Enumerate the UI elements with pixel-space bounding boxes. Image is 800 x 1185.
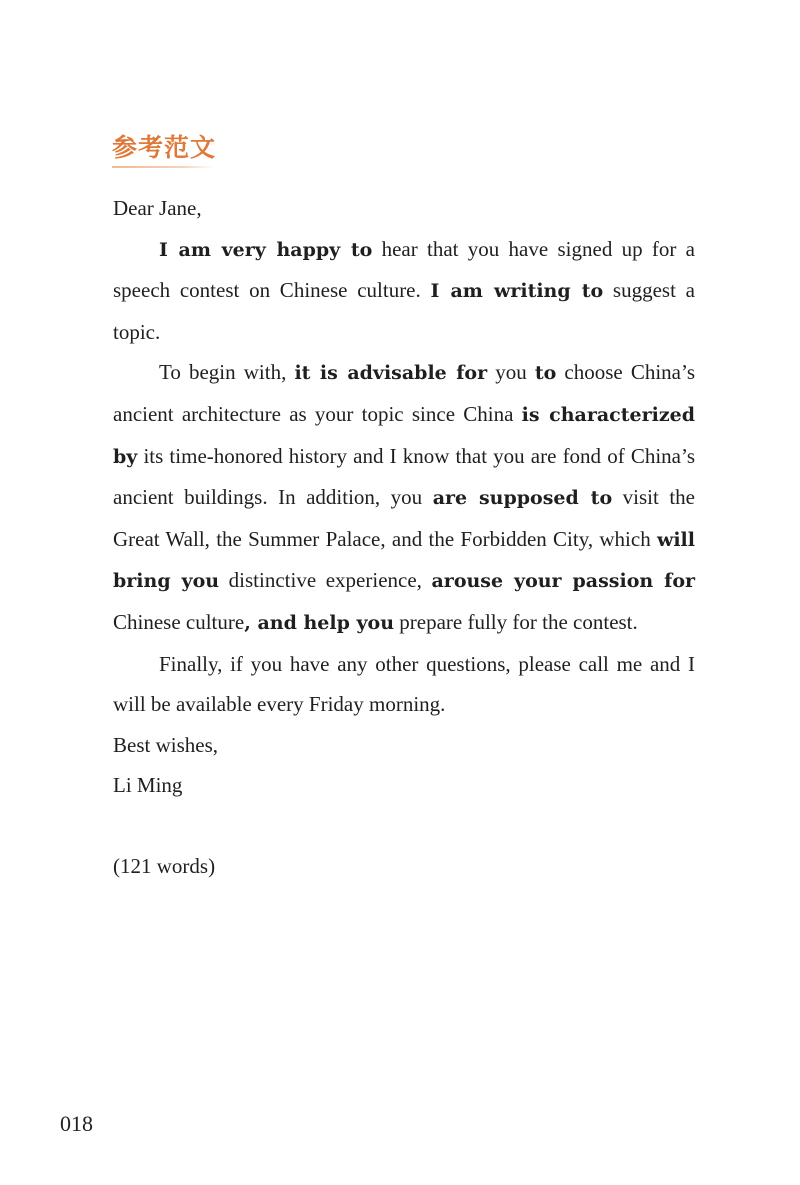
letter-paragraph-2 xyxy=(113,352,695,643)
title-underline xyxy=(112,166,214,168)
letter-paragraph-1 xyxy=(113,229,695,353)
key-phrase: to xyxy=(534,362,557,385)
body-text: distinctive experience, xyxy=(219,568,432,593)
letter-salutation: Dear Jane, xyxy=(113,196,202,220)
body-text: suggest a topic. xyxy=(113,278,695,344)
body-text: prepare fully for the contest. xyxy=(394,609,638,634)
body-text: Finally, if you have any other questions, please call me and I will be available every Friday morning. xyxy=(113,651,695,717)
body-text: Chinese culture xyxy=(113,609,245,634)
body-text: hear that you have signed up for a speech contest on Chinese culture. xyxy=(113,236,695,303)
word-count: (121 words) xyxy=(113,853,216,878)
letter-paragraph-3 xyxy=(113,644,695,725)
key-phrase: I am very happy to xyxy=(159,238,373,261)
body-text: its time-honored history and I know that you are fond of China’s ancient buildings. In addition, you xyxy=(113,443,695,510)
section-title: 参考范文 xyxy=(112,133,217,162)
body-text: visit the Great Wall, the Summer Palace, and the Forbidden City, which xyxy=(113,485,695,551)
key-phrase: it is advisable for xyxy=(294,362,488,385)
letter-closing: Best wishes, xyxy=(113,732,218,757)
letter-signature: Li Ming xyxy=(113,773,183,798)
model-letter xyxy=(113,188,695,887)
key-phrase: arouse your passion for xyxy=(431,570,696,593)
key-phrase: I am writing to xyxy=(430,280,604,303)
body-text: choose China’s ancient architecture as your topic since China xyxy=(113,360,696,426)
body-text: you xyxy=(487,360,535,385)
key-phrase: are supposed to xyxy=(432,487,613,510)
key-phrase: will bring you xyxy=(113,528,695,593)
body-text: To begin with, xyxy=(159,360,295,385)
key-phrase: , and help you xyxy=(244,611,395,634)
key-phrase: is characterized by xyxy=(113,403,695,468)
page-number: 018 xyxy=(60,1111,93,1136)
